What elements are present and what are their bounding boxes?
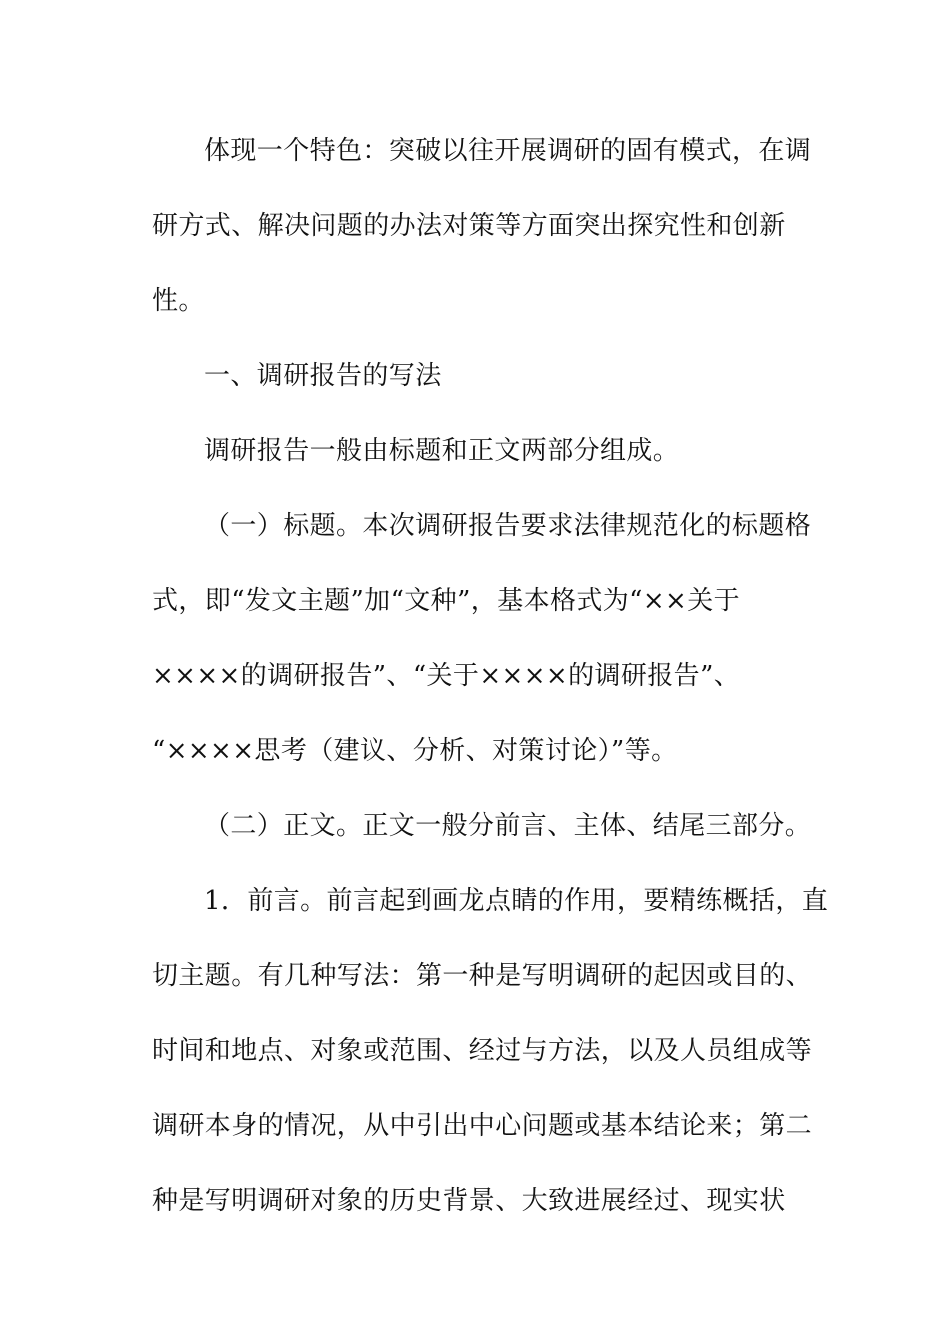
section-heading: 一、调研报告的写法 <box>204 361 442 391</box>
paragraph-line: 式，即“发文主题”加“文种”，基本格式为“××关于 <box>152 586 741 616</box>
paragraph-line: 1．前言。前言起到画龙点睛的作用，要精练概括，直 <box>204 886 829 916</box>
paragraph-line: （一）标题。本次调研报告要求法律规范化的标题格 <box>204 511 812 541</box>
paragraph-line: 时间和地点、对象或范围、经过与方法，以及人员组成等 <box>152 1036 813 1066</box>
paragraph-line: 种是写明调研对象的历史背景、大致进展经过、现实状 <box>152 1186 786 1216</box>
paragraph-line: 调研报告一般由标题和正文两部分组成。 <box>204 436 680 466</box>
paragraph-line: 性。 <box>152 286 205 316</box>
paragraph-line: （二）正文。正文一般分前言、主体、结尾三部分。 <box>204 811 812 841</box>
paragraph-line: 切主题。有几种写法：第一种是写明调研的起因或目的、 <box>152 961 813 991</box>
paragraph-line: 体现一个特色：突破以往开展调研的固有模式，在调 <box>204 136 812 166</box>
paragraph-line: 研方式、解决问题的办法对策等方面突出探究性和创新 <box>152 211 786 241</box>
paragraph-line: 调研本身的情况，从中引出中心问题或基本结论来；第二 <box>152 1111 813 1141</box>
paragraph-line: ××××的调研报告”、“关于××××的调研报告”、 <box>152 661 741 691</box>
paragraph-line: “××××思考（建议、分析、对策讨论）”等。 <box>152 736 678 766</box>
